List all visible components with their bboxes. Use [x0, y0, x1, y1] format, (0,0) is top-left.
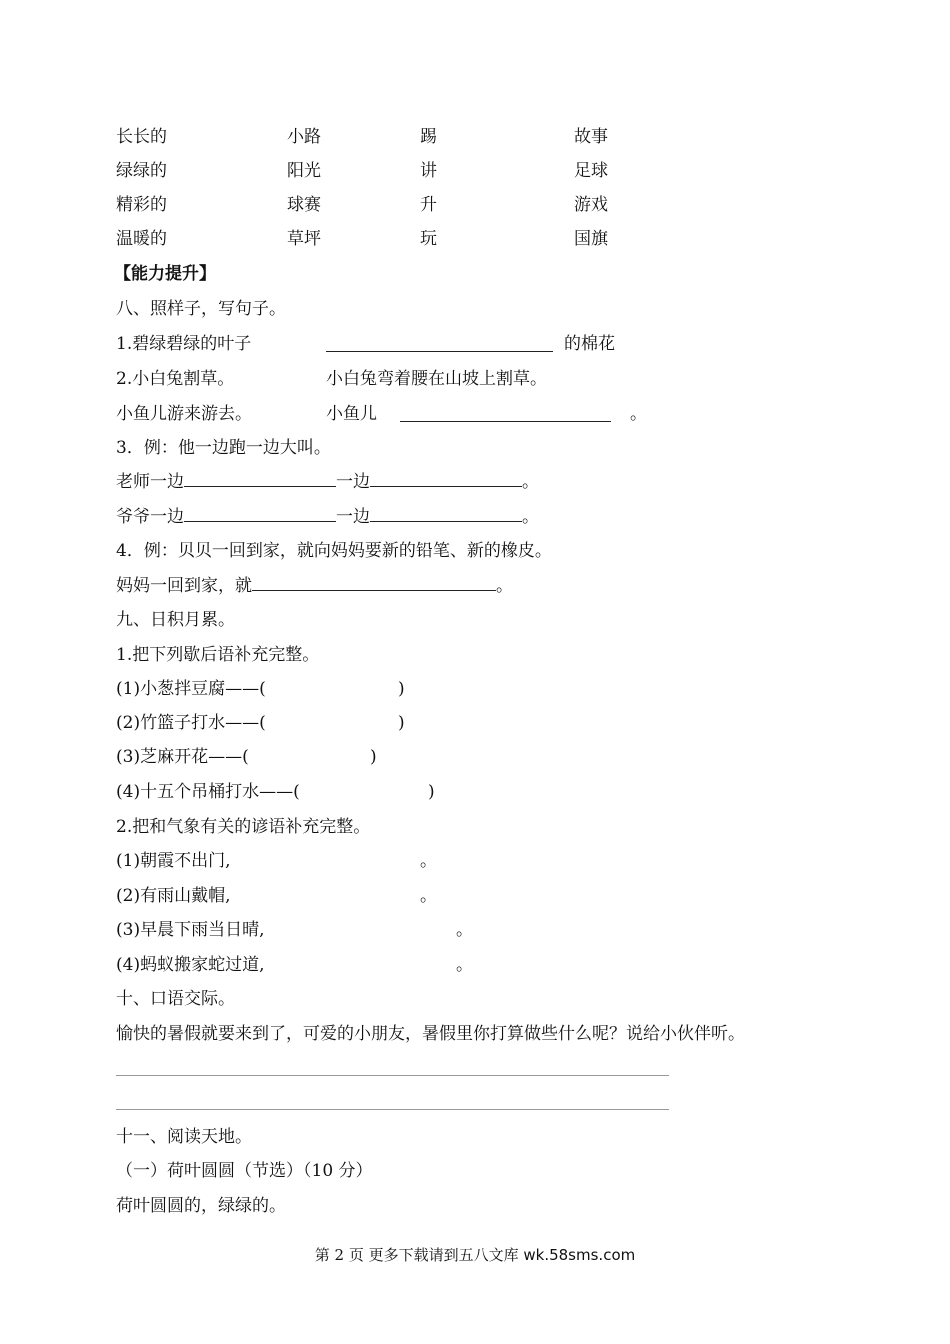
q8-item1-left: 1.碧绿碧绿的叶子: [116, 334, 252, 354]
proverb-item: (3)早晨下雨当日晴,: [116, 920, 265, 940]
page-footer: [0, 1246, 950, 1264]
match-col1-item: 长长的: [116, 127, 167, 147]
match-col3-item: 讲: [420, 161, 437, 181]
proverb-item: (4)蚂蚁搬家蛇过道,: [116, 955, 265, 975]
footer-url[interactable]: wk.58sms.com: [523, 1246, 636, 1264]
proverb-period: 。: [420, 886, 437, 906]
section-heading: 【能力提升】: [114, 264, 216, 284]
q8-item3-line2-blank2[interactable]: [370, 507, 522, 522]
q8-item2b-end: 。: [630, 404, 647, 424]
match-col4-item: 国旗: [574, 229, 608, 249]
xiehouyu-item: (1)小葱拌豆腐——(: [116, 679, 266, 699]
q8-item1-right: 的棉花: [564, 334, 615, 354]
q8-item3-line2-b: 一边: [336, 507, 370, 527]
proverb-period: 。: [456, 955, 473, 975]
q9-sub2: 2.把和气象有关的谚语补充完整。: [116, 817, 371, 837]
q8-item3-line1: [116, 472, 539, 492]
match-col4-item: 足球: [574, 161, 608, 181]
close-paren: ): [398, 713, 405, 733]
xiehouyu-item: (3)芝麻开花——(: [116, 747, 249, 767]
q8-item3-line2-blank1[interactable]: [184, 507, 336, 522]
q8-item3-line2: [116, 507, 539, 527]
q8-item4-line: [116, 576, 513, 596]
q8-title: 八、照样子，写句子。: [116, 299, 286, 319]
answer-line[interactable]: [116, 1109, 669, 1110]
match-col4-item: 故事: [574, 127, 608, 147]
q8-item2-right: 小白兔弯着腰在山坡上割草。: [326, 369, 547, 389]
xiehouyu-item: (2)竹篮子打水——(: [116, 713, 266, 733]
q8-item3-line1-blank2[interactable]: [370, 472, 522, 487]
q11-text: 荷叶圆圆的，绿绿的。: [116, 1196, 286, 1216]
proverb-item: (1)朝霞不出门,: [116, 851, 231, 871]
match-col3-item: 踢: [420, 127, 437, 147]
q8-item2b-left: 小鱼儿游来游去。: [116, 404, 252, 424]
close-paren: ): [398, 679, 405, 699]
q8-item4-line-a: 妈妈一回到家，就: [116, 576, 252, 596]
match-col4-item: 游戏: [574, 195, 608, 215]
footer-text: 第 2 页 更多下载请到五八文库: [314, 1246, 524, 1264]
match-col1-item: 绿绿的: [116, 161, 167, 181]
match-col2-item: 阳光: [287, 161, 321, 181]
close-paren: ): [370, 747, 377, 767]
answer-line[interactable]: [116, 1075, 669, 1076]
q8-item4-line-end: 。: [496, 576, 513, 596]
match-col3-item: 升: [420, 195, 437, 215]
q11-subtitle: （一）荷叶圆圆（节选）（10 分）: [116, 1161, 373, 1181]
q8-item2-left: 2.小白兔割草。: [116, 369, 235, 389]
q8-item3-line2-end: 。: [522, 507, 539, 527]
match-col2-item: 球赛: [287, 195, 321, 215]
q8-item2b-answer-blank[interactable]: [400, 407, 611, 422]
q9-title: 九、日积月累。: [116, 610, 235, 630]
q8-item3-line1-blank1[interactable]: [184, 472, 336, 487]
close-paren: ): [428, 782, 435, 802]
match-col1-item: 精彩的: [116, 195, 167, 215]
proverb-period: 。: [456, 920, 473, 940]
q9-sub1: 1.把下列歇后语补充完整。: [116, 645, 320, 665]
q8-item3-line1-end: 。: [522, 472, 539, 492]
xiehouyu-item: (4)十五个吊桶打水——(: [116, 782, 300, 802]
match-col3-item: 玩: [420, 229, 437, 249]
q8-item1: [116, 334, 251, 354]
q8-item3-example: 3．例：他一边跑一边大叫。: [116, 438, 331, 458]
q11-title: 十一、阅读天地。: [116, 1127, 252, 1147]
q10-prompt: 愉快的暑假就要来到了，可爱的小朋友，暑假里你打算做些什么呢？说给小伙伴听。: [116, 1024, 745, 1044]
match-col2-item: 草坪: [287, 229, 321, 249]
match-col1-item: 温暖的: [116, 229, 167, 249]
q8-item3-line1-a: 老师一边: [116, 472, 184, 492]
q8-item4-example: 4．例：贝贝一回到家，就向妈妈要新的铅笔、新的橡皮。: [116, 541, 552, 561]
q10-title: 十、口语交际。: [116, 989, 235, 1009]
q8-item2b-mid: 小鱼儿: [326, 404, 377, 424]
q8-item1-answer-blank[interactable]: [326, 337, 553, 352]
proverb-period: 。: [420, 851, 437, 871]
q8-item3-line2-a: 爷爷一边: [116, 507, 184, 527]
q8-item4-blank[interactable]: [252, 576, 496, 591]
match-col2-item: 小路: [287, 127, 321, 147]
q8-item3-line1-b: 一边: [336, 472, 370, 492]
proverb-item: (2)有雨山戴帽,: [116, 886, 231, 906]
